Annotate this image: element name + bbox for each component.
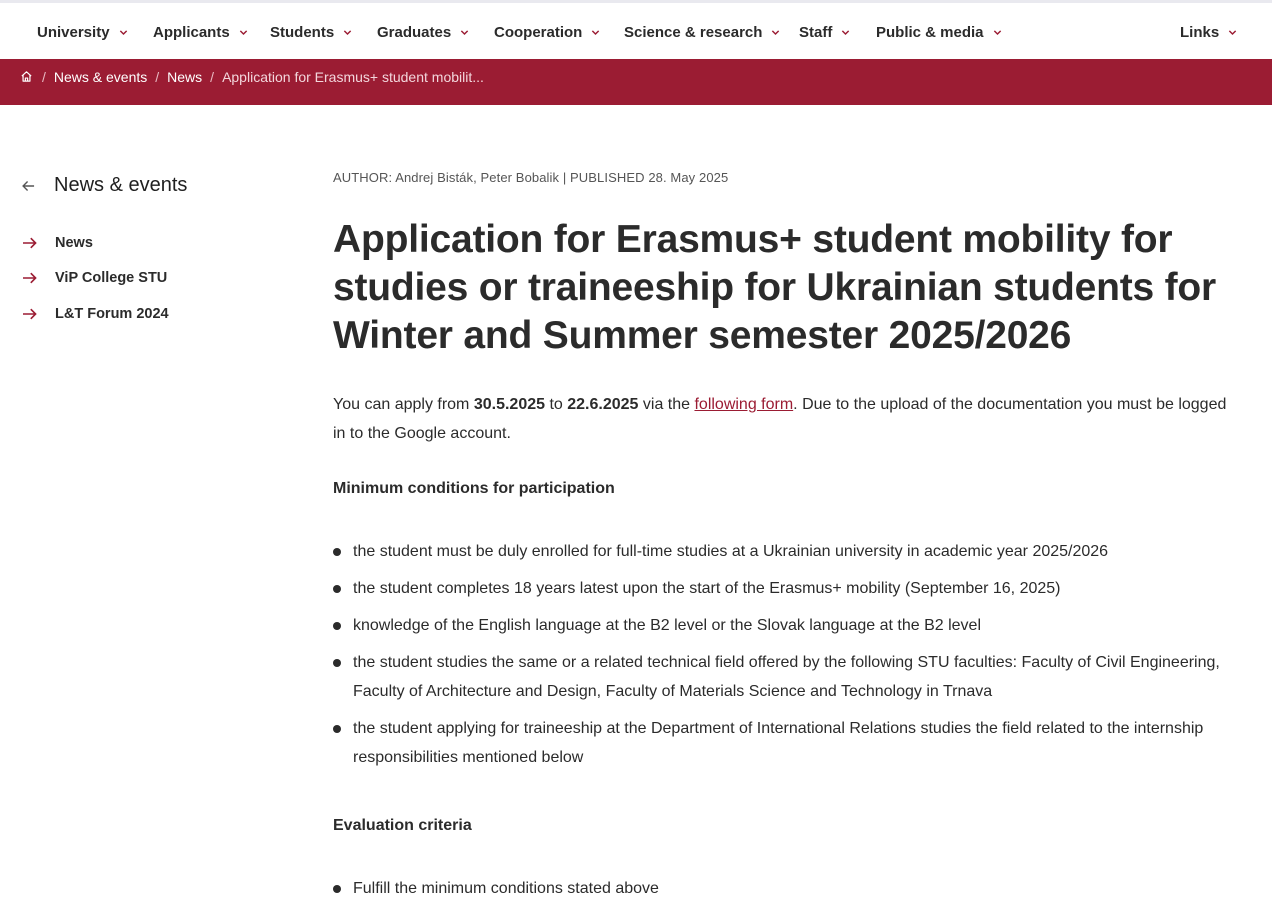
breadcrumb-separator: / (155, 69, 160, 85)
nav-item-cooperation[interactable] (494, 21, 600, 43)
chevron-down-icon (460, 28, 469, 37)
sidebar-title: News & events (54, 174, 188, 196)
chevron-down-icon (343, 28, 352, 37)
nav-item-label: Students (270, 23, 335, 41)
article (333, 168, 1233, 903)
chevron-down-icon (239, 28, 248, 37)
nav-item-university[interactable] (37, 21, 128, 43)
nav-item-public-media[interactable] (876, 21, 1002, 43)
breadcrumb-news-events[interactable]: News & events (53, 69, 148, 85)
list-item: Fulfill the minimum conditions stated above (333, 874, 1233, 903)
arrow-left-icon (22, 180, 35, 192)
chevron-down-icon (841, 28, 850, 37)
sidebar-item-label: L&T Forum 2024 (55, 305, 169, 322)
main-navigation (0, 3, 1272, 59)
nav-item-label: Public & media (876, 23, 984, 41)
chevron-down-icon (993, 28, 1002, 37)
sidebar-item-label: News (55, 234, 93, 251)
article-intro (333, 390, 1228, 448)
chevron-down-icon (119, 28, 128, 37)
breadcrumb-bar (0, 59, 1272, 105)
application-form-link[interactable]: following form (694, 396, 794, 413)
breadcrumb-news[interactable]: News (167, 69, 203, 85)
home-icon[interactable] (20, 70, 34, 84)
breadcrumb-separator: / (42, 69, 46, 85)
date-to: 22.6.2025 (567, 396, 639, 413)
nav-item-label: University (37, 23, 110, 41)
list-item: the student completes 18 years latest upon the start of the Erasmus+ mobility (September 16, 2025) (333, 574, 1233, 603)
nav-item-graduates[interactable] (377, 21, 469, 43)
nav-item-label: Science & research (624, 23, 763, 41)
sidebar-item-news[interactable] (22, 232, 169, 253)
sidebar-back-link[interactable] (22, 174, 187, 197)
nav-item-links[interactable] (1180, 21, 1237, 43)
nav-item-students[interactable] (270, 21, 352, 43)
criteria-list (333, 874, 1233, 903)
nav-item-applicants[interactable] (153, 21, 248, 43)
list-item: the student must be duly enrolled for full-time studies at a Ukrainian university in academic year 2025/2026 (333, 537, 1233, 566)
arrow-right-icon (22, 308, 37, 320)
min-conditions-heading: Minimum conditions for participation (333, 480, 615, 497)
conditions-list (333, 537, 1233, 772)
nav-item-label: Staff (799, 23, 833, 41)
intro-text: . Due to the upload of the documentation you must be logged in to the Google account. (333, 396, 1227, 442)
chevron-down-icon (1228, 28, 1237, 37)
sidebar-list (22, 232, 169, 339)
sidebar-item-label: ViP College STU (55, 270, 168, 286)
nav-item-science-research[interactable] (624, 21, 780, 43)
evaluation-criteria-heading: Evaluation criteria (333, 817, 472, 834)
chevron-down-icon (771, 28, 780, 37)
date-from: 30.5.2025 (473, 396, 546, 413)
list-item: the student studies the same or a related technical field offered by the following STU faculties: Faculty of Civil Engineering, Faculty of Architecture and Design, Faculty of Materials Science and Technology in Trnava (333, 648, 1233, 706)
breadcrumb-current: Application for Erasmus+ student mobilit... (222, 69, 484, 85)
intro-text: to (545, 396, 568, 413)
article-meta: AUTHOR: Andrej Bisták, Peter Bobalik | PUBLISHED 28. May 2025 (333, 170, 729, 185)
intro-text: via the (638, 396, 695, 413)
breadcrumb (20, 67, 484, 87)
article-title: Application for Erasmus+ student mobility for studies or traineeship for Ukrainian students for Winter and Summer semester 2025/2026 (333, 218, 1217, 357)
chevron-down-icon (591, 28, 600, 37)
arrow-right-icon (22, 272, 37, 284)
nav-item-label: Graduates (377, 23, 452, 41)
nav-item-label: Links (1180, 23, 1220, 41)
nav-item-label: Cooperation (494, 23, 583, 41)
nav-item-label: Applicants (153, 23, 230, 41)
intro-text: You can apply from (333, 396, 474, 413)
list-item: knowledge of the English language at the B2 level or the Slovak language at the B2 level (333, 611, 1233, 640)
breadcrumb-separator: / (210, 69, 215, 85)
sidebar-item-lt-forum[interactable] (22, 303, 169, 324)
nav-item-staff[interactable] (799, 21, 850, 43)
sidebar-item-vip-college[interactable] (22, 268, 169, 289)
arrow-right-icon (22, 237, 37, 249)
list-item: the student applying for traineeship at the Department of International Relations studies the field related to the internship responsibilities mentioned below (333, 714, 1233, 772)
